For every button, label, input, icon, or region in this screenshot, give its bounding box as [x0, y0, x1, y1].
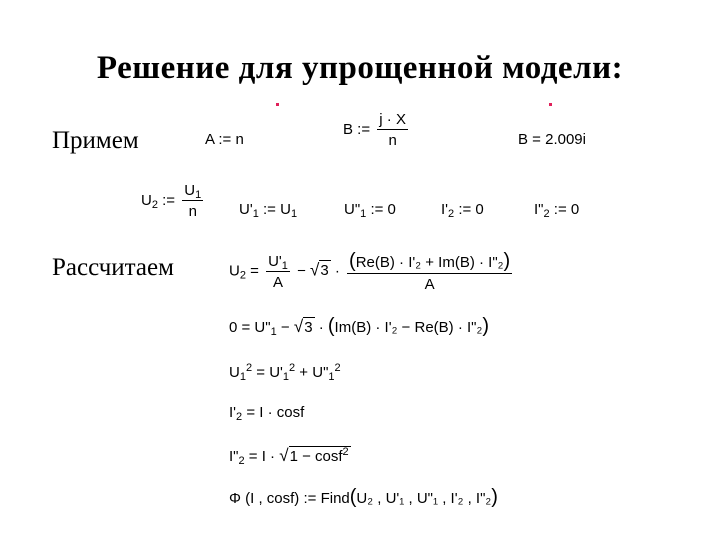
s2-dot: ·: [314, 319, 328, 336]
left-paren: (: [327, 315, 335, 337]
eq-system-line-6: [229, 487, 498, 507]
left-paren: (: [349, 486, 357, 508]
s1-lhs-subscript: 2: [239, 269, 246, 282]
eq-u1pp-symbol: U": [344, 201, 361, 218]
s1-equals: =: [245, 262, 264, 280]
label-compute: Рассчитаем: [52, 254, 174, 281]
s1-lhs: U: [229, 262, 240, 280]
eq-i2pp-subscript: 2: [543, 208, 550, 220]
s3-u1pp: + U": [295, 364, 329, 381]
eq-system-line-5: [229, 446, 351, 467]
eq-system-line-3: [229, 362, 341, 383]
right-paren: ): [482, 315, 489, 337]
label-accept: Примем: [52, 127, 139, 154]
eq-i2p-rhs: := 0: [454, 201, 484, 218]
s1-f1-denominator: A: [272, 273, 283, 291]
s5-rad-text: 1 − cosf: [289, 448, 343, 465]
eq-i2p-definition: [441, 201, 484, 220]
eq-system-line-1: [229, 251, 515, 292]
s3-u1p-power: 2: [289, 362, 296, 374]
eq-b-definition: [343, 112, 411, 148]
eq-u1p-rhs: := U: [258, 201, 291, 218]
decorative-tick: [276, 103, 279, 106]
s2-subscript: 1: [270, 326, 277, 338]
decorative-tick: [549, 103, 552, 106]
eq-u2-assign: :=: [157, 191, 176, 209]
eq-u2-num-base: U: [184, 182, 196, 199]
eq-i2pp-definition: [534, 201, 580, 220]
eq-u1p-definition: [239, 201, 298, 220]
s5-rhs: = I ·: [244, 448, 280, 465]
eq-u2-numerator: [182, 183, 203, 201]
s6-find: Φ (I , cosf) := Find: [229, 490, 350, 507]
eq-i2p-symbol: I': [441, 201, 449, 218]
eq-b-numerator: j · X: [379, 111, 406, 128]
s4-i2p: I': [229, 404, 237, 421]
s1-f1-numerator: [266, 254, 290, 272]
sqrt-icon: √: [310, 260, 320, 280]
s2-lhs: 0 = U": [229, 319, 271, 336]
eq-u1p-subscript: 1: [252, 208, 259, 220]
s1-f1-num-subscript: 1: [281, 259, 288, 272]
s3-u1: U: [229, 364, 240, 381]
s5-subscript: 2: [238, 455, 245, 467]
s2-minus: −: [276, 319, 294, 336]
s1-minus: −: [292, 262, 311, 280]
s2-sqrt-arg: 3: [304, 319, 313, 336]
eq-u2-subscript: 2: [151, 198, 158, 211]
right-paren: ): [491, 486, 498, 508]
s3-u1-subscript: 1: [239, 371, 246, 383]
eq-u1p-symbol: U': [239, 201, 253, 218]
eq-i2pp-rhs: := 0: [549, 201, 580, 218]
eq-i2p-subscript: 2: [448, 208, 455, 220]
s3-u1-power: 2: [245, 362, 253, 374]
s2-paren-text: Im(B) · I'₂ − Re(B) · I"₂: [334, 319, 483, 336]
s1-f2-num-text: Re(B) · I'₂ + Im(B) · I"₂: [355, 254, 504, 271]
s1-f2-numerator: [347, 251, 512, 274]
eq-u2-fraction: [182, 183, 203, 219]
s6-args: U₂ , U'₁ , U"₁ , I'₂ , I"₂: [356, 490, 492, 507]
eq-b-lhs: B :=: [343, 120, 371, 138]
eq-u1pp-rhs: := 0: [366, 201, 396, 218]
s5-sqrt-arg: [289, 446, 351, 464]
eq-a-text: A := n: [205, 131, 244, 148]
left-paren: (: [349, 250, 356, 272]
s1-f1-num-base: U': [268, 252, 282, 270]
eq-u2-num-subscript: 1: [195, 189, 202, 201]
eq-b-value-text: B = 2.009i: [518, 131, 586, 148]
eq-u1pp-definition: [344, 201, 396, 220]
eq-a-definition: [205, 132, 244, 147]
slide-title: Решение для упрощенной модели:: [96, 50, 624, 86]
s4-subscript: 2: [236, 411, 243, 423]
s3-u1p: = U': [252, 364, 283, 381]
s3-u1p-subscript: 1: [282, 371, 290, 383]
s1-fraction-2: [347, 251, 512, 292]
eq-b-value: [518, 132, 586, 147]
s5-i2pp: I": [229, 448, 239, 465]
eq-u2-symbol: U: [141, 191, 152, 209]
eq-u1pp-subscript: 1: [360, 208, 367, 220]
s4-rhs: = I · cosf: [242, 404, 305, 421]
s5-power: 2: [342, 446, 349, 458]
sqrt-icon: √: [279, 446, 289, 465]
sqrt-icon: √: [293, 317, 304, 336]
eq-b-denominator: n: [388, 132, 397, 149]
eq-u1p-rhs-subscript: 1: [290, 208, 298, 220]
s1-f2-denominator: A: [424, 276, 435, 293]
right-paren: ): [503, 250, 511, 272]
s3-u1pp-power: 2: [334, 362, 341, 374]
eq-b-fraction: [377, 112, 408, 148]
s1-dot: ·: [330, 262, 345, 280]
eq-system-line-2: [229, 316, 489, 336]
eq-system-line-4: [229, 404, 305, 423]
eq-u2-denominator: n: [188, 203, 197, 220]
eq-u2-definition: [141, 183, 206, 219]
s3-u1pp-subscript: 1: [328, 371, 335, 383]
s1-sqrt-arg: 3: [320, 262, 329, 280]
eq-i2pp-symbol: I": [534, 201, 544, 218]
s1-fraction-1: [266, 254, 290, 290]
